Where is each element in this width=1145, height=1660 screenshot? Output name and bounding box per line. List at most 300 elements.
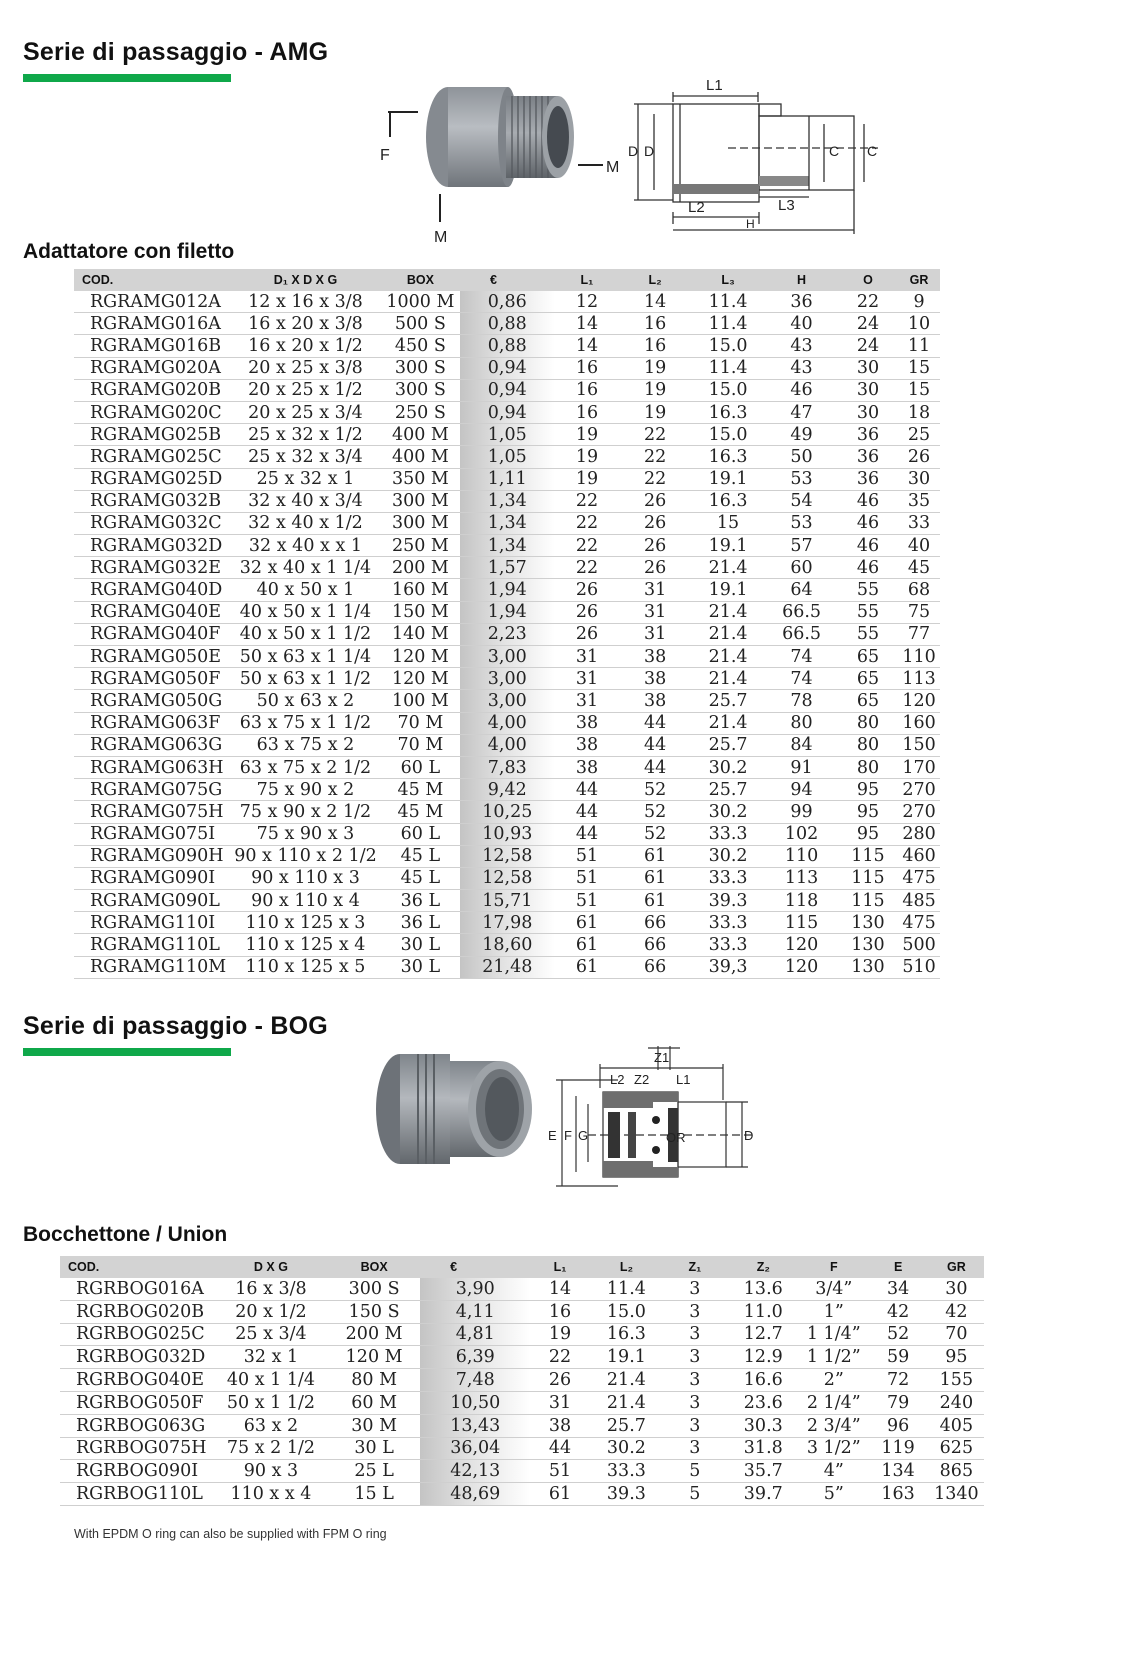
bog-table-cell: 4” <box>800 1460 867 1483</box>
amg-table-row <box>74 845 940 867</box>
amg-table-cell: 0,94 <box>460 357 554 379</box>
bog-table-cell: 120 M <box>328 1346 420 1369</box>
amg-table-cell: RGRAMG025C <box>74 446 230 468</box>
amg-table-cell: 30.2 <box>691 801 765 823</box>
bog-table-cell: 110 x x 4 <box>214 1483 328 1506</box>
amg-table-cell: 12,58 <box>460 867 554 889</box>
amg-table-cell: 65 <box>838 646 898 668</box>
amg-table-cell: 61 <box>555 912 620 934</box>
amg-table-row <box>74 823 940 845</box>
amg-table-cell: 70 M <box>381 712 460 734</box>
amg-table-cell: 130 <box>838 912 898 934</box>
amg-table-cell: 9,42 <box>460 779 554 801</box>
amg-table-cell: 24 <box>838 313 898 335</box>
amg-table-cell: 43 <box>765 357 838 379</box>
amg-table-cell: 90 x 110 x 3 <box>230 867 381 889</box>
amg-table-cell: 51 <box>555 845 620 867</box>
bog-table-cell: 35.7 <box>727 1460 801 1483</box>
bog-table-cell: 11.4 <box>590 1278 664 1300</box>
amg-header-cell: O <box>838 269 898 291</box>
bog-table-cell: 38 <box>530 1414 589 1437</box>
amg-table-cell: 32 x 40 x 1 1/4 <box>230 557 381 579</box>
amg-table-cell: 50 x 63 x 2 <box>230 690 381 712</box>
amg-table-cell: 130 <box>838 934 898 956</box>
amg-table-cell: 38 <box>619 646 690 668</box>
amg-table-cell: 44 <box>619 756 690 778</box>
amg-table-cell: 16.3 <box>691 446 765 468</box>
bog-table-row <box>60 1391 984 1414</box>
amg-table-row <box>74 934 940 956</box>
bog-table-cell: 30.3 <box>727 1414 801 1437</box>
bog-table-cell: 3 <box>663 1437 726 1460</box>
bog-table-cell: 39.3 <box>590 1483 664 1506</box>
amg-table-cell: 61 <box>555 934 620 956</box>
amg-table-cell: 1,94 <box>460 579 554 601</box>
amg-table-cell: 19.1 <box>691 535 765 557</box>
amg-table-cell: 30 <box>838 357 898 379</box>
amg-table-cell: 250 M <box>381 535 460 557</box>
amg-table-row <box>74 557 940 579</box>
amg-table-cell: 33.3 <box>691 934 765 956</box>
amg-table-header <box>74 269 940 291</box>
bog-table-cell: 4,81 <box>420 1323 530 1346</box>
bog-table-cell: 30 L <box>328 1437 420 1460</box>
amg-table-row <box>74 867 940 889</box>
bog-table-cell: 31.8 <box>727 1437 801 1460</box>
amg-table-cell: 21.4 <box>691 623 765 645</box>
bog-table-cell: 51 <box>530 1460 589 1483</box>
bog-table-cell: 75 x 2 1/2 <box>214 1437 328 1460</box>
bog-table-cell: 16 <box>530 1300 589 1323</box>
amg-table-cell: 65 <box>838 690 898 712</box>
amg-table-cell: 22 <box>555 557 620 579</box>
amg-table-cell: 350 M <box>381 468 460 490</box>
amg-table-cell: 22 <box>555 535 620 557</box>
amg-table-cell: 19 <box>619 357 690 379</box>
amg-table-cell: 38 <box>555 734 620 756</box>
amg-table-cell: 26 <box>898 446 940 468</box>
bog-table-cell: 25 L <box>328 1460 420 1483</box>
bog-table-row <box>60 1323 984 1346</box>
amg-table-cell: 60 <box>765 557 838 579</box>
bog-table-row <box>60 1346 984 1369</box>
bog-table-cell: 21.4 <box>590 1369 664 1392</box>
amg-header-cell: D₁ X D X G <box>230 269 381 291</box>
amg-drawing-label-d1: D <box>644 143 655 159</box>
amg-table-cell: 77 <box>898 623 940 645</box>
amg-table-cell: 78 <box>765 690 838 712</box>
amg-table-cell: 0,94 <box>460 379 554 401</box>
amg-table-cell: 36 <box>765 291 838 313</box>
amg-table-cell: 30.2 <box>691 756 765 778</box>
amg-table-cell: 19.1 <box>691 468 765 490</box>
amg-table-cell: 74 <box>765 668 838 690</box>
amg-table-cell: 95 <box>838 801 898 823</box>
amg-table-cell: 80 <box>838 756 898 778</box>
amg-table-cell: 46 <box>765 379 838 401</box>
amg-table-cell: 75 x 90 x 2 1/2 <box>230 801 381 823</box>
bog-header-cell: Z₂ <box>727 1256 801 1278</box>
amg-table-cell: 55 <box>838 601 898 623</box>
amg-table-row <box>74 379 940 401</box>
amg-table-cell: RGRAMG040E <box>74 601 230 623</box>
amg-table-cell: 15.0 <box>691 379 765 401</box>
amg-table-cell: 3,00 <box>460 668 554 690</box>
amg-table-row <box>74 756 940 778</box>
amg-table-cell: 16.3 <box>691 490 765 512</box>
amg-table-cell: 26 <box>555 623 620 645</box>
bog-spec-table <box>60 1256 984 1506</box>
amg-table-cell: 300 S <box>381 379 460 401</box>
amg-table-cell: 170 <box>898 756 940 778</box>
amg-table-cell: 1,34 <box>460 512 554 534</box>
bog-subtitle: Bocchettone / Union <box>23 1223 228 1246</box>
amg-table-cell: 38 <box>555 756 620 778</box>
amg-table-cell: 33 <box>898 512 940 534</box>
amg-table-cell: RGRAMG032E <box>74 557 230 579</box>
amg-section-title: Serie di passaggio - AMG <box>23 38 329 66</box>
bog-table-cell: 42 <box>867 1300 928 1323</box>
amg-subtitle: Adattatore con filetto <box>23 240 235 263</box>
bog-table-cell: 3 <box>663 1323 726 1346</box>
bog-header-cell: D X G <box>214 1256 328 1278</box>
amg-table-cell: 160 M <box>381 579 460 601</box>
amg-table-cell: 54 <box>765 490 838 512</box>
amg-table-cell: 36 <box>838 424 898 446</box>
amg-table-cell: 120 M <box>381 646 460 668</box>
amg-table-cell: 30 <box>838 401 898 423</box>
amg-table-cell: 61 <box>619 867 690 889</box>
bog-table-cell: 13,43 <box>420 1414 530 1437</box>
amg-table-cell: 80 <box>838 712 898 734</box>
amg-table-cell: 115 <box>838 890 898 912</box>
amg-table-cell: 55 <box>838 579 898 601</box>
amg-table-row <box>74 912 940 934</box>
bog-table-header <box>60 1256 984 1278</box>
bog-table-cell: 26 <box>530 1369 589 1392</box>
bog-drawing-label-l1: L1 <box>676 1072 691 1087</box>
amg-table-cell: RGRAMG075G <box>74 779 230 801</box>
bog-table-cell: RGRBOG020B <box>60 1300 214 1323</box>
amg-table-cell: 15.0 <box>691 335 765 357</box>
amg-table-cell: RGRAMG020A <box>74 357 230 379</box>
amg-table-cell: 20 x 25 x 3/4 <box>230 401 381 423</box>
bog-table-cell: 200 M <box>328 1323 420 1346</box>
bog-table-row <box>60 1414 984 1437</box>
amg-table-cell: 4,00 <box>460 734 554 756</box>
amg-table-row <box>74 535 940 557</box>
bog-table-cell: 1340 <box>929 1483 984 1506</box>
amg-table-cell: 38 <box>619 668 690 690</box>
bog-table-cell: 155 <box>929 1369 984 1392</box>
amg-table-cell: 49 <box>765 424 838 446</box>
amg-table-cell: 52 <box>619 801 690 823</box>
bog-table-cell: 150 S <box>328 1300 420 1323</box>
bog-table-cell: 16.3 <box>590 1323 664 1346</box>
bog-table-cell: 50 x 1 1/2 <box>214 1391 328 1414</box>
amg-table-cell: RGRAMG016B <box>74 335 230 357</box>
amg-table-cell: 26 <box>619 535 690 557</box>
bog-table-cell: 3 <box>663 1278 726 1300</box>
bog-table-cell: 163 <box>867 1483 928 1506</box>
bog-table-cell: 16.6 <box>727 1369 801 1392</box>
amg-table-cell: 33.3 <box>691 867 765 889</box>
bog-table-cell: 3 <box>663 1300 726 1323</box>
bog-table-cell: 72 <box>867 1369 928 1392</box>
bog-table-cell: 80 M <box>328 1369 420 1392</box>
amg-table-cell: RGRAMG050F <box>74 668 230 690</box>
amg-table-row <box>74 490 940 512</box>
amg-header-cell: H <box>765 269 838 291</box>
amg-table-cell: 475 <box>898 912 940 934</box>
amg-table-cell: 45 <box>898 557 940 579</box>
bog-table-cell: 20 x 1/2 <box>214 1300 328 1323</box>
amg-table-cell: 280 <box>898 823 940 845</box>
amg-table-cell: 63 x 75 x 2 1/2 <box>230 756 381 778</box>
amg-table-cell: 500 <box>898 934 940 956</box>
bog-header-cell: COD. <box>60 1256 214 1278</box>
amg-table-cell: 20 x 25 x 1/2 <box>230 379 381 401</box>
amg-table-cell: 65 <box>838 668 898 690</box>
amg-table-cell: 68 <box>898 579 940 601</box>
amg-table-cell: RGRAMG025D <box>74 468 230 490</box>
amg-spec-table <box>74 269 940 979</box>
amg-table-cell: 26 <box>619 557 690 579</box>
amg-table-cell: RGRAMG050E <box>74 646 230 668</box>
amg-table-cell: 52 <box>619 823 690 845</box>
amg-table-cell: 50 <box>765 446 838 468</box>
amg-table-cell: 300 M <box>381 490 460 512</box>
amg-table-cell: RGRAMG063H <box>74 756 230 778</box>
amg-table-cell: 11.4 <box>691 313 765 335</box>
amg-table-row <box>74 601 940 623</box>
amg-table-cell: 16 <box>555 401 620 423</box>
bog-table-cell: 1 1/4” <box>800 1323 867 1346</box>
bog-table-cell: 95 <box>929 1346 984 1369</box>
amg-table-cell: 2,23 <box>460 623 554 645</box>
bog-table-cell: 36,04 <box>420 1437 530 1460</box>
amg-table-cell: 40 x 50 x 1 1/4 <box>230 601 381 623</box>
amg-table-cell: 43 <box>765 335 838 357</box>
amg-table-cell: 18 <box>898 401 940 423</box>
amg-table-cell: 63 x 75 x 2 <box>230 734 381 756</box>
amg-table-cell: 74 <box>765 646 838 668</box>
bog-table-cell: 1” <box>800 1300 867 1323</box>
amg-table-cell: 66.5 <box>765 623 838 645</box>
bog-table-cell: 119 <box>867 1437 928 1460</box>
amg-photo-label-m-bottom: M <box>434 229 448 246</box>
bog-table-cell: 34 <box>867 1278 928 1300</box>
amg-table-cell: 63 x 75 x 1 1/2 <box>230 712 381 734</box>
amg-table-cell: 22 <box>619 446 690 468</box>
amg-table-cell: 115 <box>765 912 838 934</box>
amg-table-cell: 0,94 <box>460 401 554 423</box>
bog-table-cell: 7,48 <box>420 1369 530 1392</box>
amg-table-cell: 19 <box>619 401 690 423</box>
amg-table-cell: RGRAMG050G <box>74 690 230 712</box>
bog-header-cell: F <box>800 1256 867 1278</box>
amg-table-row <box>74 890 940 912</box>
bog-table-cell: 42,13 <box>420 1460 530 1483</box>
amg-table-row <box>74 690 940 712</box>
amg-table-cell: 53 <box>765 512 838 534</box>
amg-table-cell: 44 <box>555 801 620 823</box>
amg-table-cell: 39,3 <box>691 956 765 978</box>
bog-table-cell: 33.3 <box>590 1460 664 1483</box>
bog-table-cell: 31 <box>530 1391 589 1414</box>
amg-table-cell: 31 <box>555 646 620 668</box>
amg-table-row <box>74 446 940 468</box>
amg-table-cell: 1000 M <box>381 291 460 313</box>
bog-table-row <box>60 1300 984 1323</box>
amg-header-cell: L₁ <box>555 269 620 291</box>
amg-table-cell: 25 <box>898 424 940 446</box>
bog-table-cell: 240 <box>929 1391 984 1414</box>
bog-drawing-label-or: OR <box>666 1130 686 1145</box>
amg-table-cell: 75 <box>898 601 940 623</box>
amg-table-cell: 16 <box>619 313 690 335</box>
bog-table-cell: 4,11 <box>420 1300 530 1323</box>
amg-table-cell: RGRAMG016A <box>74 313 230 335</box>
amg-table-cell: 91 <box>765 756 838 778</box>
amg-table-cell: 45 M <box>381 779 460 801</box>
amg-table-cell: 46 <box>838 557 898 579</box>
bog-table-cell: 6,39 <box>420 1346 530 1369</box>
bog-table-cell: 96 <box>867 1414 928 1437</box>
bog-table-cell: 30.2 <box>590 1437 664 1460</box>
amg-header-cell: GR <box>898 269 940 291</box>
amg-table-cell: 19 <box>555 424 620 446</box>
amg-table-cell: 57 <box>765 535 838 557</box>
amg-table-cell: 47 <box>765 401 838 423</box>
bog-table-cell: 90 x 3 <box>214 1460 328 1483</box>
bog-table-cell: 3 <box>663 1391 726 1414</box>
bog-table-row <box>60 1369 984 1392</box>
amg-table-cell: 40 x 50 x 1 1/2 <box>230 623 381 645</box>
amg-table-cell: 84 <box>765 734 838 756</box>
amg-table-cell: 36 L <box>381 912 460 934</box>
bog-header-cell: BOX <box>328 1256 420 1278</box>
amg-table-cell: 21.4 <box>691 646 765 668</box>
amg-header-cell: BOX <box>381 269 460 291</box>
amg-table-cell: 70 M <box>381 734 460 756</box>
bog-table-cell: 48,69 <box>420 1483 530 1506</box>
amg-drawing-label-h: H <box>746 217 755 231</box>
amg-table-cell: 40 x 50 x 1 <box>230 579 381 601</box>
amg-table-cell: 17,98 <box>460 912 554 934</box>
amg-table-cell: RGRAMG032D <box>74 535 230 557</box>
amg-table-cell: 21.4 <box>691 712 765 734</box>
amg-table-cell: 3,00 <box>460 646 554 668</box>
amg-table-cell: 25 x 32 x 1/2 <box>230 424 381 446</box>
amg-table-cell: 36 <box>838 446 898 468</box>
bog-table-cell: 13.6 <box>727 1278 801 1300</box>
bog-table-cell: 15.0 <box>590 1300 664 1323</box>
amg-table-cell: 31 <box>555 690 620 712</box>
bog-header-cell: GR <box>929 1256 984 1278</box>
amg-table-cell: 31 <box>555 668 620 690</box>
bog-table-cell: 40 x 1 1/4 <box>214 1369 328 1392</box>
amg-table-cell: RGRAMG110M <box>74 956 230 978</box>
amg-table-cell: 33.3 <box>691 912 765 934</box>
bog-drawing-label-z1: Z1 <box>654 1050 670 1065</box>
bog-section-title: Serie di passaggio - BOG <box>23 1012 328 1040</box>
amg-table-cell: 36 L <box>381 890 460 912</box>
amg-table-row <box>74 668 940 690</box>
amg-table-cell: 44 <box>555 779 620 801</box>
amg-table-cell: 120 <box>765 956 838 978</box>
bog-table-cell: RGRBOG032D <box>60 1346 214 1369</box>
bog-table-cell: 14 <box>530 1278 589 1300</box>
amg-table-cell: 90 x 110 x 2 1/2 <box>230 845 381 867</box>
amg-table-cell: 25.7 <box>691 779 765 801</box>
amg-table-cell: 118 <box>765 890 838 912</box>
bog-table-cell: 61 <box>530 1483 589 1506</box>
amg-table-cell: 1,05 <box>460 424 554 446</box>
bog-table-cell: 60 M <box>328 1391 420 1414</box>
bog-drawing-label-d: D <box>744 1128 754 1143</box>
amg-table-cell: 66 <box>619 912 690 934</box>
amg-table-cell: 31 <box>619 623 690 645</box>
amg-header-cell: L₃ <box>691 269 765 291</box>
amg-header-cell: L₂ <box>619 269 690 291</box>
amg-table-cell: 25.7 <box>691 690 765 712</box>
bog-drawing-label-f: F <box>564 1128 572 1143</box>
amg-adapter-photo <box>380 82 620 247</box>
amg-table-cell: 19 <box>555 446 620 468</box>
amg-table-cell: 250 S <box>381 401 460 423</box>
bog-drawing-label-z2: Z2 <box>634 1072 650 1087</box>
amg-table-cell: 46 <box>838 535 898 557</box>
bog-table-cell: RGRBOG110L <box>60 1483 214 1506</box>
amg-table-cell: 22 <box>619 424 690 446</box>
amg-table-cell: 26 <box>555 601 620 623</box>
bog-table-cell: 25 x 3/4 <box>214 1323 328 1346</box>
amg-photo-label-f: F <box>380 147 390 164</box>
amg-table-cell: RGRAMG110I <box>74 912 230 934</box>
amg-table-cell: 22 <box>555 512 620 534</box>
amg-table-cell: 21.4 <box>691 557 765 579</box>
amg-table-cell: 14 <box>619 291 690 313</box>
amg-table-cell: 110 x 125 x 3 <box>230 912 381 934</box>
amg-table-cell: 10,25 <box>460 801 554 823</box>
amg-table-cell: RGRAMG110L <box>74 934 230 956</box>
amg-table-cell: RGRAMG040D <box>74 579 230 601</box>
amg-table-cell: 0,86 <box>460 291 554 313</box>
bog-table-row <box>60 1278 984 1300</box>
amg-table-cell: 25 x 32 x 3/4 <box>230 446 381 468</box>
amg-table-cell: 1,34 <box>460 535 554 557</box>
bog-table-cell: 79 <box>867 1391 928 1414</box>
amg-table-cell: 50 x 63 x 1 1/4 <box>230 646 381 668</box>
amg-table-cell: RGRAMG032B <box>74 490 230 512</box>
amg-table-cell: 44 <box>619 712 690 734</box>
amg-table-cell: 9 <box>898 291 940 313</box>
amg-table-cell: 33.3 <box>691 823 765 845</box>
amg-table-cell: RGRAMG075H <box>74 801 230 823</box>
amg-table-cell: 300 M <box>381 512 460 534</box>
bog-table-cell: 3,90 <box>420 1278 530 1300</box>
amg-table-cell: RGRAMG032C <box>74 512 230 534</box>
bog-table-cell: 3 <box>663 1414 726 1437</box>
amg-table-row <box>74 801 940 823</box>
amg-technical-drawing <box>628 72 883 242</box>
amg-table-row <box>74 779 940 801</box>
amg-table-cell: 51 <box>555 867 620 889</box>
amg-table-cell: 61 <box>619 890 690 912</box>
bog-table-cell: 23.6 <box>727 1391 801 1414</box>
bog-table-cell: RGRBOG025C <box>60 1323 214 1346</box>
